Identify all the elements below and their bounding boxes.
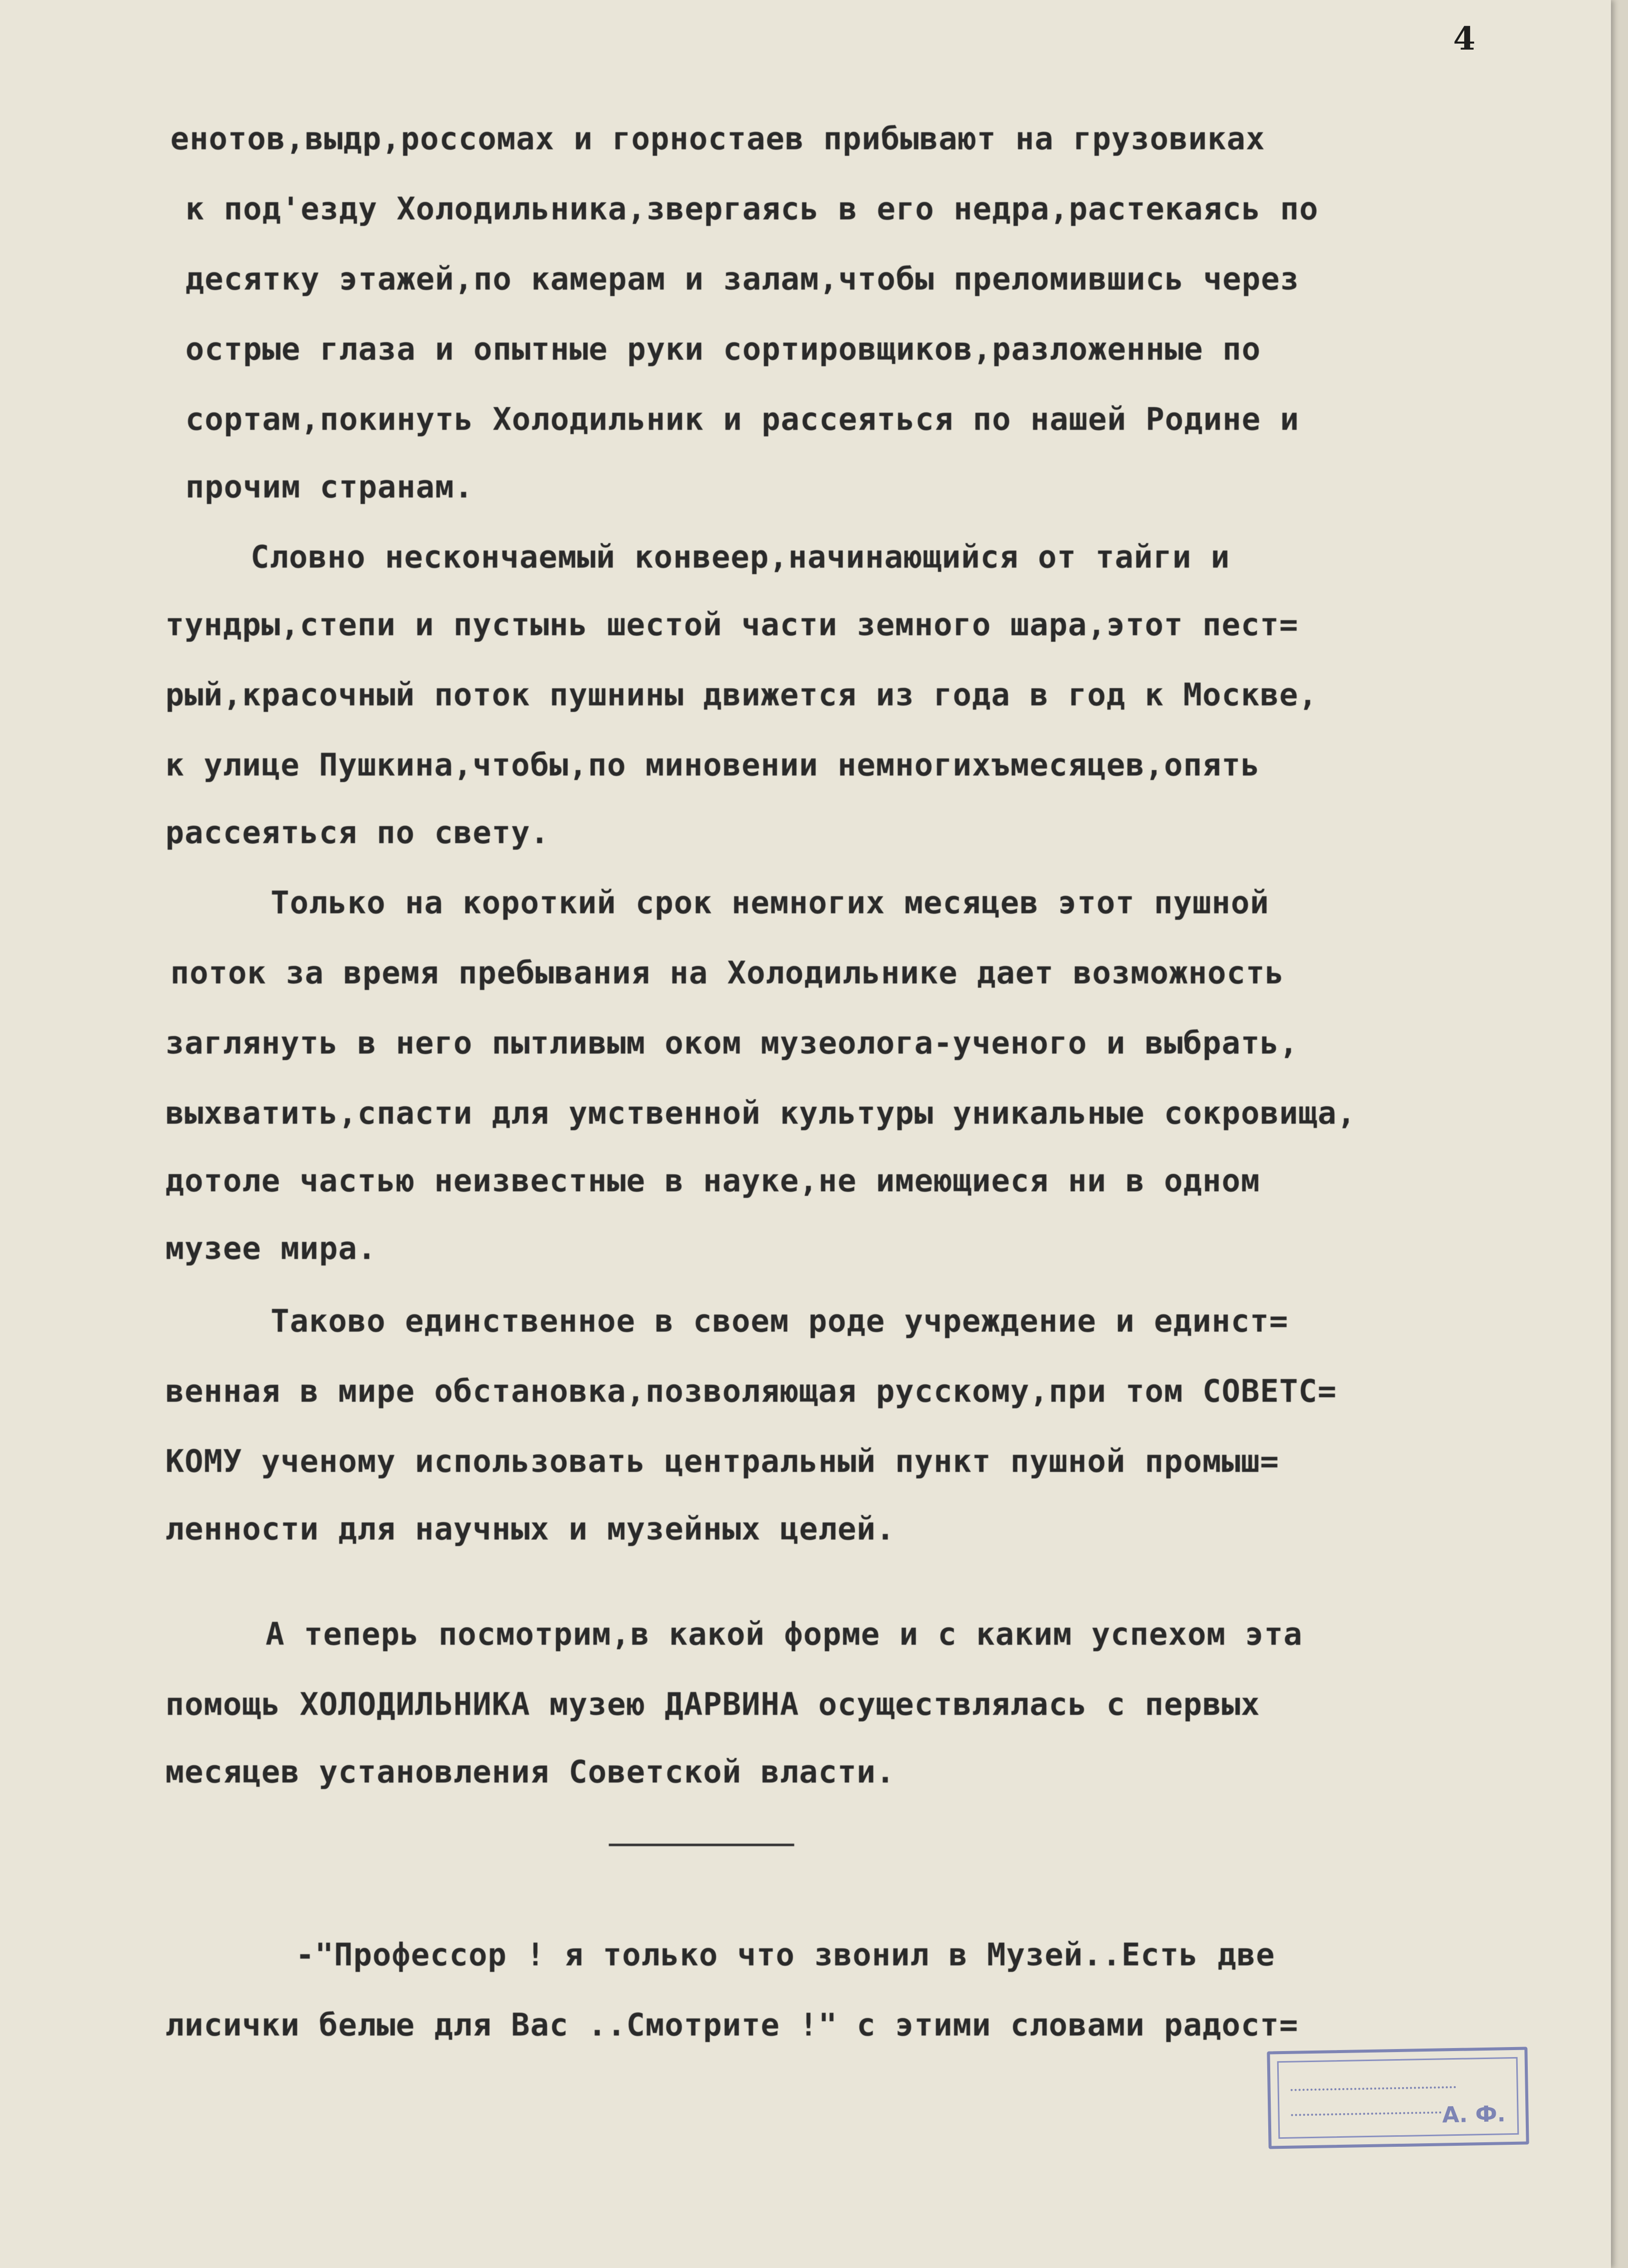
text-line: -"Профессор ! я только что звонил в Музей..Есть две [296,1936,1275,1973]
stamp-corner-mark: А. Ф. [1442,2101,1506,2128]
text-line: КОМУ ученому использовать центральный пункт пушной промыш= [165,1443,1279,1479]
text-line: острые глаза и опытные руки сортировщиков,разложенные по [185,331,1261,367]
text-line: рассеяться по свету. [165,814,550,851]
text-line: к под'езду Холодильника,звергаясь в его недра,растекаясь по [185,190,1319,227]
text-line: месяцев установления Советской власти. [165,1753,895,1790]
text-line: поток за время пребывания на Холодильнике дает возможность [170,954,1284,991]
text-line: тундры,степи и пустынь шестой части земного шара,этот пест= [165,606,1299,643]
text-line: А теперь посмотрим,в какой форме и с каким успехом эта [266,1616,1303,1652]
text-line: Только на короткий срок немногих месяцев этот пушной [271,884,1270,921]
text-line: десятку этажей,по камерам и залам,чтобы преломившись через [185,261,1299,297]
archive-stamp [1267,2047,1529,2149]
text-line: дотоле частью неизвестные в науке,не имеющиеся ни в одном [165,1162,1260,1199]
text-line: лисички белые для Вас ..Смотрите !" с этими словами радост= [165,2006,1299,2043]
text-line: Словно нескончаемый конвеер,начинающийся от тайги и [251,539,1230,575]
text-line: к улице Пушкина,чтобы,по миновении немногихъмесяцев,опять [165,746,1260,783]
stamp-text-row [1291,2096,1442,2116]
text-line: Таково единственное в своем роде учреждение и единст= [271,1303,1289,1339]
text-line: выхватить,спасти для умственной культуры уникальные сокровища, [165,1095,1356,1131]
stamp-text-row [1290,2071,1456,2091]
text-line: заглянуть в него пытливым оком музеолога-ученого и выбрать, [165,1025,1299,1061]
text-line: ленности для научных и музейных целей. [165,1510,895,1547]
section-separator [609,1844,794,1846]
text-line: музее мира. [165,1230,377,1267]
text-line: енотов,выдр,россомах и горностаев прибывают на грузовиках [170,120,1265,157]
text-line: рый,красочный поток пушнины движется из года в год к Москве, [165,676,1318,713]
text-line: венная в мире обстановка,позволяющая русскому,при том СОВЕТС= [165,1373,1337,1409]
text-line: сортам,покинуть Холодильник и рассеяться по нашей Родине и [185,401,1299,437]
text-line: прочим странам. [185,468,474,505]
text-line: помощь ХОЛОДИЛЬНИКА музею ДАРВИНА осуществлялась с первых [165,1686,1260,1722]
page-number: 4 [1453,20,1476,58]
